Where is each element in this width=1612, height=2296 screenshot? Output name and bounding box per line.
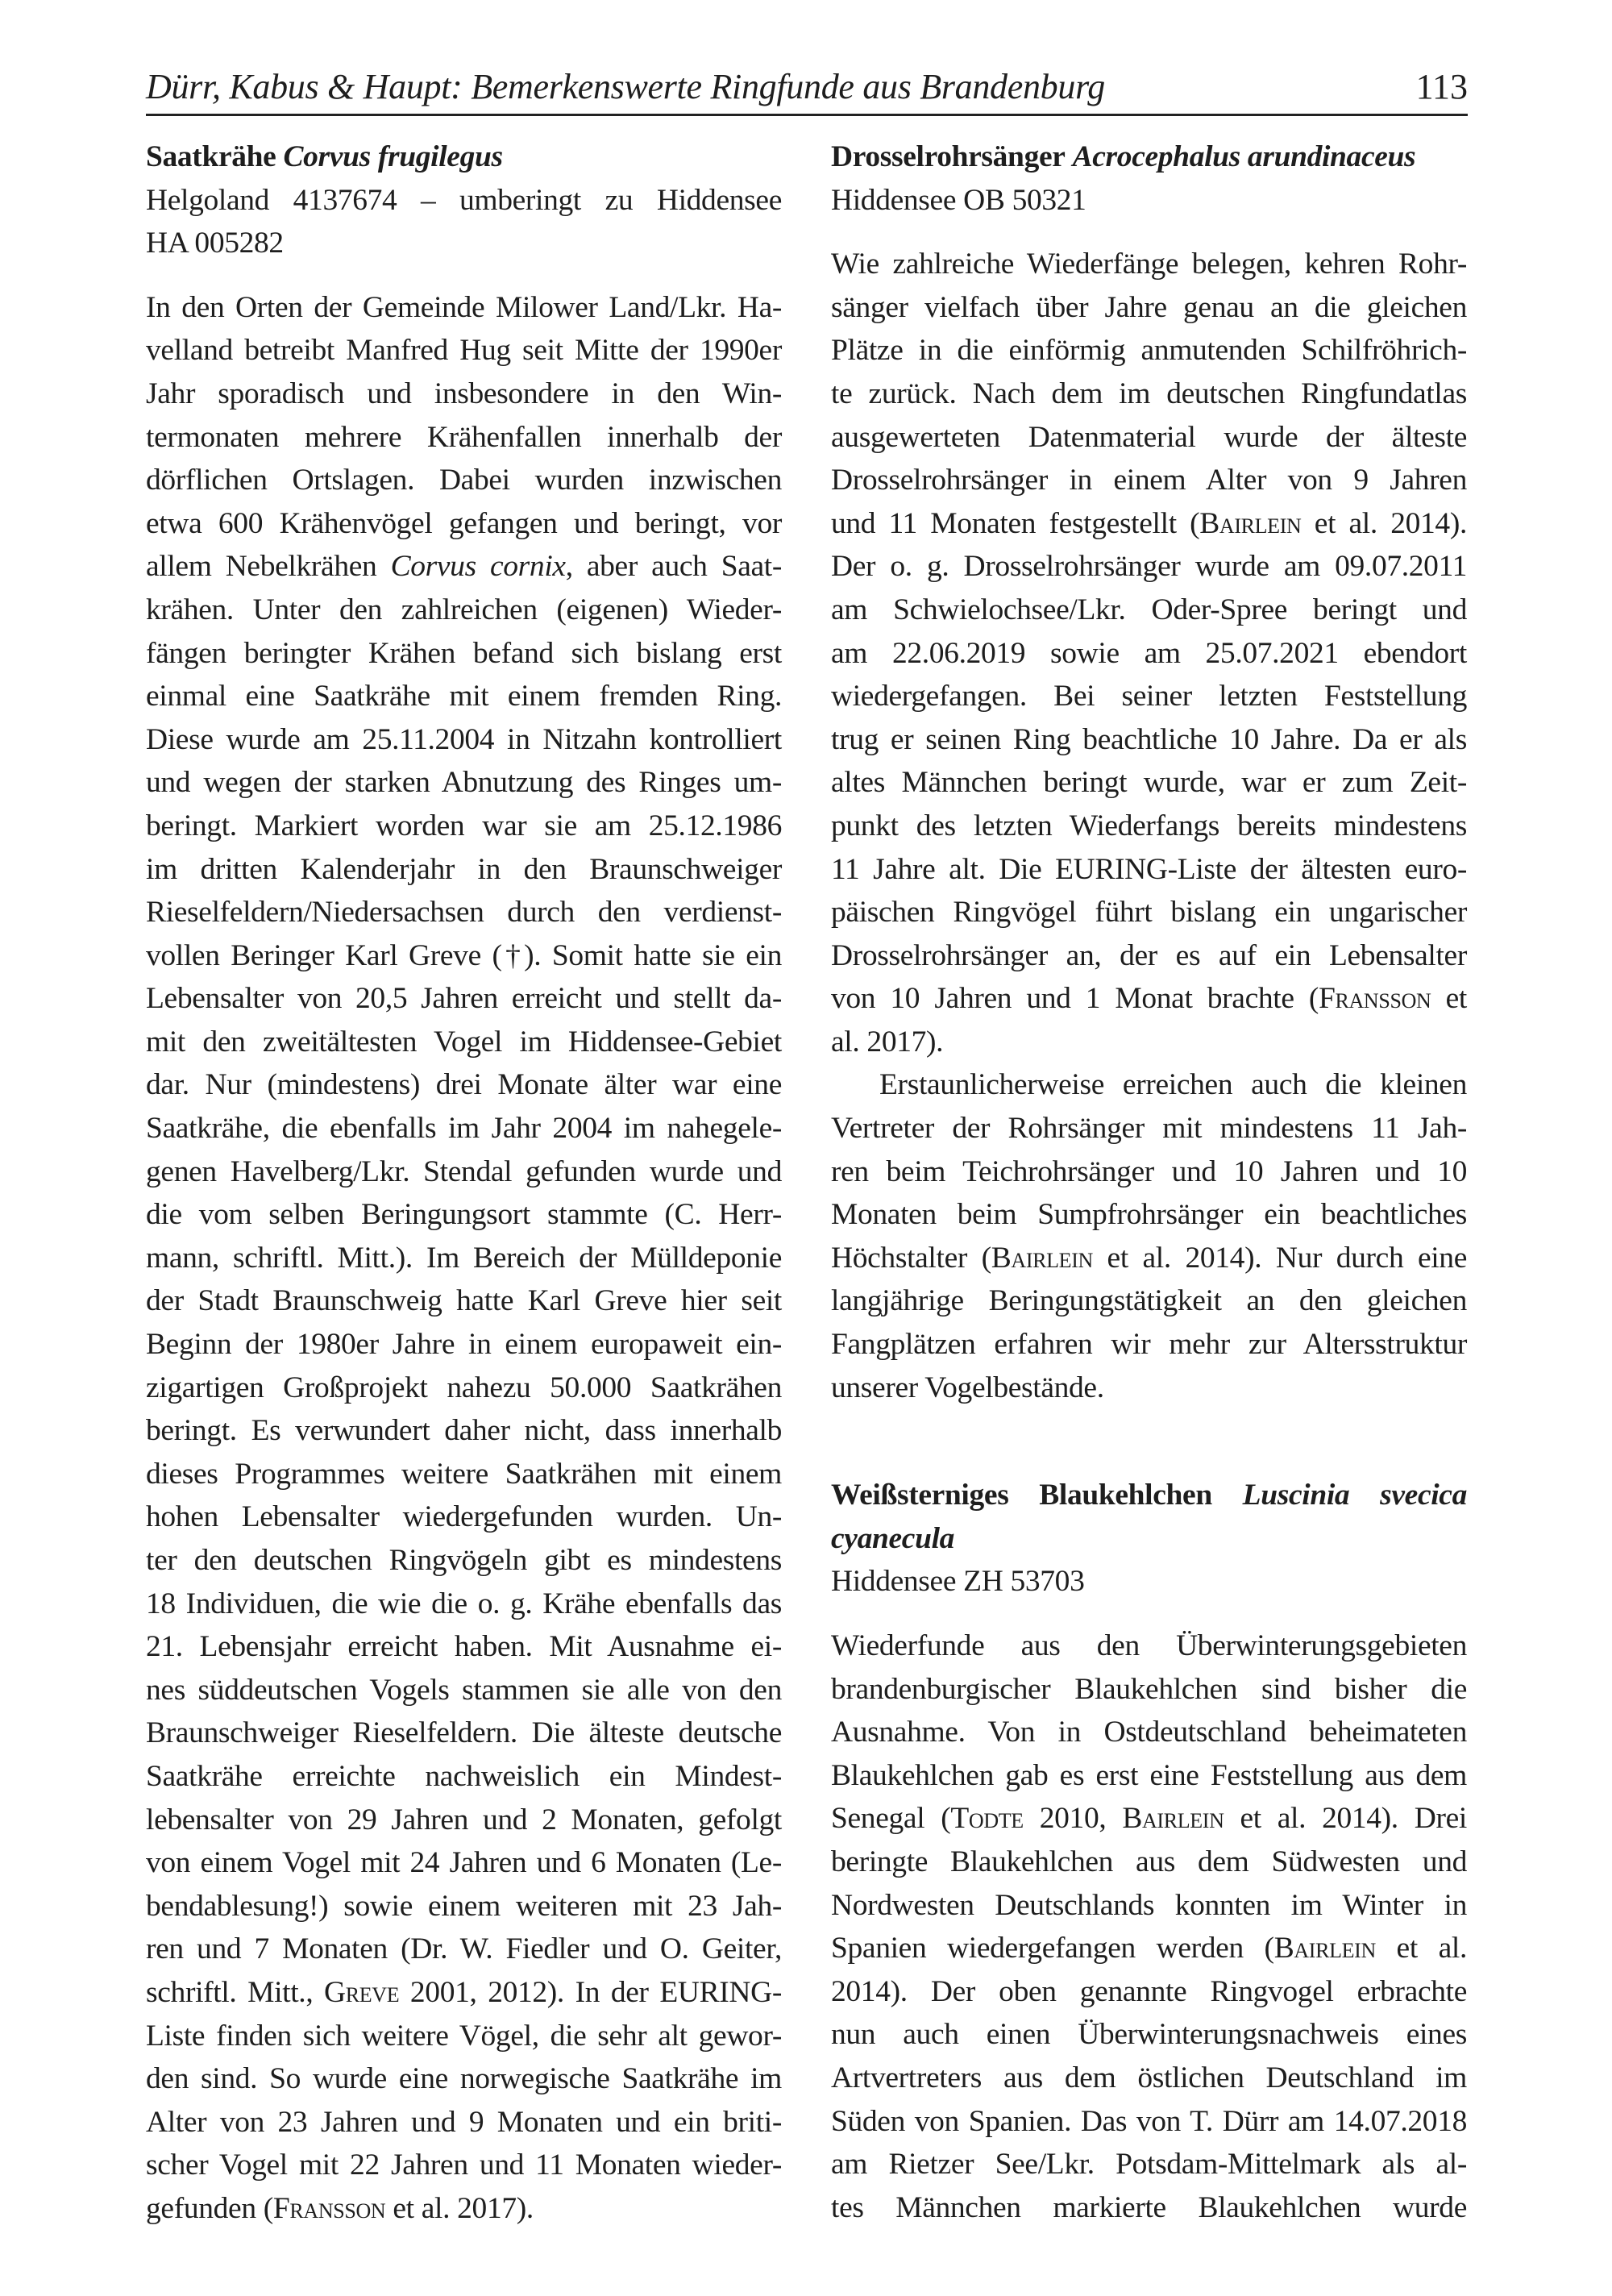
text-line: Nordwesten Deutschlands konnten im Winter in xyxy=(831,1888,1467,1922)
right-column xyxy=(831,135,1467,2229)
text-line: genen Havelberg/Lkr. Stendal gefunden wurde und xyxy=(146,1154,782,1188)
text-line: beringt. Es verwundert daher nicht, dass innerhalb xyxy=(146,1414,782,1448)
text-line: lebensalter von 29 Jahren und 2 Monaten, gefolgt xyxy=(146,1803,782,1836)
text-line: ren beim Teichrohrsänger und 10 Jahren und 10 xyxy=(831,1154,1467,1188)
text-line: Wie zahlreiche Wiederfänge belegen, kehren Rohr- xyxy=(831,247,1467,281)
text-line: etwa 600 Krähenvögel gefangen und beringt, vor xyxy=(146,506,782,540)
text-line: hohen Lebensalter wiedergefunden wurden. Un- xyxy=(146,1500,782,1534)
ring-line: HA 005282 xyxy=(146,227,284,260)
left-column xyxy=(146,135,782,2231)
text-line: Höchstalter (Bairlein et al. 2014). Nur durch eine xyxy=(831,1241,1468,1275)
heading-latin-name-cont: cyanecula xyxy=(831,1521,955,1555)
text-line: nun auch einen Überwinterungsnachweis eines xyxy=(831,2018,1467,2052)
text-line: nes süddeutschen Vogels stammen sie alle von den xyxy=(146,1673,782,1707)
text-line: altes Männchen beringt wurde, war er zum Zeit- xyxy=(831,766,1467,800)
text-line: Beginn der 1980er Jahre in einem europaweit ein- xyxy=(146,1328,782,1362)
text-line: und wegen der starken Abnutzung des Ringes um- xyxy=(146,766,782,800)
section-heading-blaukehlchen-line2 xyxy=(831,1517,1467,1561)
header-rule xyxy=(146,114,1468,116)
text-line: scher Vogel mit 22 Jahren und 11 Monaten wieder- xyxy=(146,2148,782,2182)
section-heading-blaukehlchen xyxy=(831,1474,1467,1517)
text-line: Artvertreters aus dem östlichen Deutschland im xyxy=(831,2061,1467,2094)
text-line: die vom selben Beringungsort stammte (C. Herr- xyxy=(146,1198,782,1232)
text-line: ter den deutschen Ringvögeln gibt es mindestens xyxy=(146,1544,782,1577)
text-line: schriftl. Mitt., Greve 2001, 2012). In der EURING- xyxy=(146,1975,783,2009)
text-line: 18 Individuen, die wie die o. g. Krähe ebenfalls das xyxy=(146,1587,782,1620)
section-drosselrohrsaenger xyxy=(831,135,1467,1409)
text-line: Spanien wiedergefangen werden (Bairlein et al. xyxy=(831,1932,1467,1965)
text-line: am Rietzer See/Lkr. Potsdam-Mittelmark als al- xyxy=(831,2148,1467,2182)
ring-line: Hiddensee ZH 53703 xyxy=(831,1565,1085,1599)
text-line: wiedergefangen. Bei seiner letzten Feststellung xyxy=(831,680,1467,713)
text-line: ausgewerteten Datenmaterial wurde der älteste xyxy=(831,420,1467,454)
text-line: Saatkrähe erreichte nachweislich ein Mindest- xyxy=(146,1759,782,1793)
page-number: 113 xyxy=(1415,67,1468,106)
text-line: dar. Nur (mindestens) drei Monate älter war eine xyxy=(146,1068,782,1102)
text-line: der Stadt Braunschweig hatte Karl Greve hier seit xyxy=(146,1284,782,1318)
text-line: gefunden (Fransson et al. 2017). xyxy=(146,2191,534,2225)
text-line: Senegal (Todte 2010, Bairlein et al. 2014). Drei xyxy=(831,1802,1467,1836)
text-line: Wiederfunde aus den Überwinterungsgebieten xyxy=(831,1629,1467,1662)
text-line: im dritten Kalenderjahr in den Braunschweiger xyxy=(146,852,782,886)
text-line: dörflichen Ortslagen. Dabei wurden inzwischen xyxy=(146,464,782,497)
text-line: sänger vielfach über Jahre genau an die gleichen xyxy=(831,290,1467,324)
text-line: termonaten mehrere Krähenfallen innerhalb der xyxy=(146,420,782,454)
text-line: und 11 Monaten festgestellt (Bairlein et al. 2014). xyxy=(831,506,1467,540)
paragraph xyxy=(831,243,1467,1063)
section-blaukehlchen xyxy=(831,1474,1467,2229)
text-line: Erstaunlicherweise erreichen auch die kleinen xyxy=(879,1068,1467,1102)
heading-common-name: Weißsterniges Blaukehlchen xyxy=(831,1479,1212,1512)
text-line: den sind. So wurde eine norwegische Saatkrähe im xyxy=(146,2062,782,2096)
text-line: beringte Blaukehlchen aus dem Südwesten und xyxy=(831,1845,1467,1878)
text-line: unserer Vogelbestände. xyxy=(831,1371,1104,1404)
text-line: zigartigen Großprojekt nahezu 50.000 Saatkrähen xyxy=(146,1371,782,1404)
text-line: 2014). Der oben genannte Ringvogel erbrachte xyxy=(831,1974,1467,2008)
heading-common-name: Drosselrohrsänger xyxy=(831,140,1066,173)
heading-common-name: Saatkrähe xyxy=(146,140,276,173)
text-line: am 22.06.2019 sowie am 25.07.2021 ebendort xyxy=(831,636,1467,670)
text-line: brandenburgischer Blaukehlchen sind bisher die xyxy=(831,1672,1467,1706)
ring-line: Hiddensee OB 50321 xyxy=(831,183,1086,217)
heading-latin-name: Luscinia svecica xyxy=(1242,1479,1468,1512)
heading-latin-name: Corvus frugilegus xyxy=(283,140,503,173)
text-line: mit den zweitältesten Vogel im Hiddensee-Gebiet xyxy=(146,1025,782,1059)
text-line: Der o. g. Drosselrohrsänger wurde am 09.07.2011 xyxy=(831,550,1467,584)
text-line: Diese wurde am 25.11.2004 in Nitzahn kontrolliert xyxy=(146,722,782,756)
text-line: Alter von 23 Jahren und 9 Monaten und ein briti- xyxy=(146,2105,782,2139)
paragraph xyxy=(831,1063,1467,1409)
text-line: Fangplätzen erfahren wir mehr zur Altersstruktur xyxy=(831,1328,1467,1362)
text-line: al. 2017). xyxy=(831,1025,944,1059)
text-line: Drosselrohrsänger an, der es auf ein Lebensalter xyxy=(831,938,1467,972)
ring-info xyxy=(146,179,782,265)
text-line: Lebensalter von 20,5 Jahren erreicht und stellt da- xyxy=(146,982,782,1016)
text-line: te zurück. Nach dem im deutschen Ringfundatlas xyxy=(831,376,1467,410)
section-heading-saatkraehe xyxy=(146,135,782,179)
text-line: von 10 Jahren und 1 Monat brachte (Fransson et xyxy=(831,982,1468,1016)
body-text xyxy=(146,286,782,2231)
text-line: Liste finden sich weitere Vögel, die sehr alt gewor- xyxy=(146,2019,782,2053)
section-heading-drosselrohrsaenger xyxy=(831,135,1467,179)
text-line: velland betreibt Manfred Hug seit Mitte der 1990er xyxy=(146,334,782,368)
text-line: beringt. Markiert worden war sie am 25.12.1986 xyxy=(146,809,782,842)
text-line: vollen Beringer Karl Greve (†). Somit hatte sie ein xyxy=(146,938,782,972)
text-line: trug er seinen Ring beachtliche 10 Jahre. Da er als xyxy=(831,722,1467,756)
text-line: allem Nebelkrähen Corvus cornix, aber auch Saat- xyxy=(146,550,782,584)
text-line: einmal eine Saatkrähe mit einem fremden Ring. xyxy=(146,680,782,713)
running-head-title: Dürr, Kabus & Haupt: Bemerkenswerte Ringfunde aus Brandenburg xyxy=(146,67,1105,106)
text-line: Plätze in die einförmig anmutenden Schilfröhrich- xyxy=(831,334,1467,368)
text-line: päischen Ringvögel führt bislang ein ungarischer xyxy=(831,896,1467,930)
ring-line: Helgoland 4137674 – umberingt zu Hiddensee xyxy=(146,183,782,217)
text-line: 11 Jahre alt. Die EURING-Liste der ältesten euro- xyxy=(831,852,1467,886)
text-line: am Schwielochsee/Lkr. Oder-Spree beringt und xyxy=(831,593,1467,626)
text-line: Jahr sporadisch und insbesondere in den Win- xyxy=(146,376,782,410)
text-line: Monaten beim Sumpfrohrsänger ein beachtliches xyxy=(831,1198,1467,1232)
text-line: Braunschweiger Rieselfeldern. Die älteste deutsche xyxy=(146,1716,782,1750)
text-line: tes Männchen markierte Blaukehlchen wurde xyxy=(831,2190,1467,2224)
text-line: punkt des letzten Wiederfangs bereits mindestens xyxy=(831,809,1467,842)
text-line: Süden von Spanien. Das von T. Dürr am 14.07.2018 xyxy=(831,2104,1467,2138)
text-line: Drosselrohrsänger in einem Alter von 9 Jahren xyxy=(831,464,1467,497)
text-line: mann, schriftl. Mitt.). Im Bereich der Mülldeponie xyxy=(146,1241,782,1275)
text-line: Saatkrähe, die ebenfalls im Jahr 2004 im nahegele- xyxy=(146,1112,782,1146)
text-line: Vertreter der Rohrsänger mit mindestens 11 Jah- xyxy=(831,1112,1467,1146)
text-line: Ausnahme. Von in Ostdeutschland beheimateten xyxy=(831,1716,1467,1749)
text-line: fängen beringter Krähen befand sich bislang erst xyxy=(146,636,782,670)
paragraph xyxy=(831,1624,1467,2229)
text-line: Blaukehlchen gab es erst eine Feststellung aus dem xyxy=(831,1758,1467,1792)
text-line: langjährige Beringungstätigkeit an den gleichen xyxy=(831,1284,1467,1318)
text-line: 21. Lebensjahr erreicht haben. Mit Ausnahme ei- xyxy=(146,1630,782,1664)
text-line: dieses Programmes weitere Saatkrähen mit einem xyxy=(146,1457,782,1491)
text-line: Rieselfeldern/Niedersachsen durch den verdienst- xyxy=(146,896,782,930)
running-head xyxy=(146,63,1468,111)
heading-latin-name: Acrocephalus arundinaceus xyxy=(1072,140,1416,173)
text-line: bendablesung!) sowie einem weiteren mit 23 Jah- xyxy=(146,1889,782,1923)
text-line: krähen. Unter den zahlreichen (eigenen) Wieder- xyxy=(146,593,782,626)
text-line: ren und 7 Monaten (Dr. W. Fiedler und O. Geiter, xyxy=(146,1932,782,1966)
text-line: von einem Vogel mit 24 Jahren und 6 Monaten (Le- xyxy=(146,1846,782,1880)
text-line: In den Orten der Gemeinde Milower Land/Lkr. Ha- xyxy=(146,290,782,324)
